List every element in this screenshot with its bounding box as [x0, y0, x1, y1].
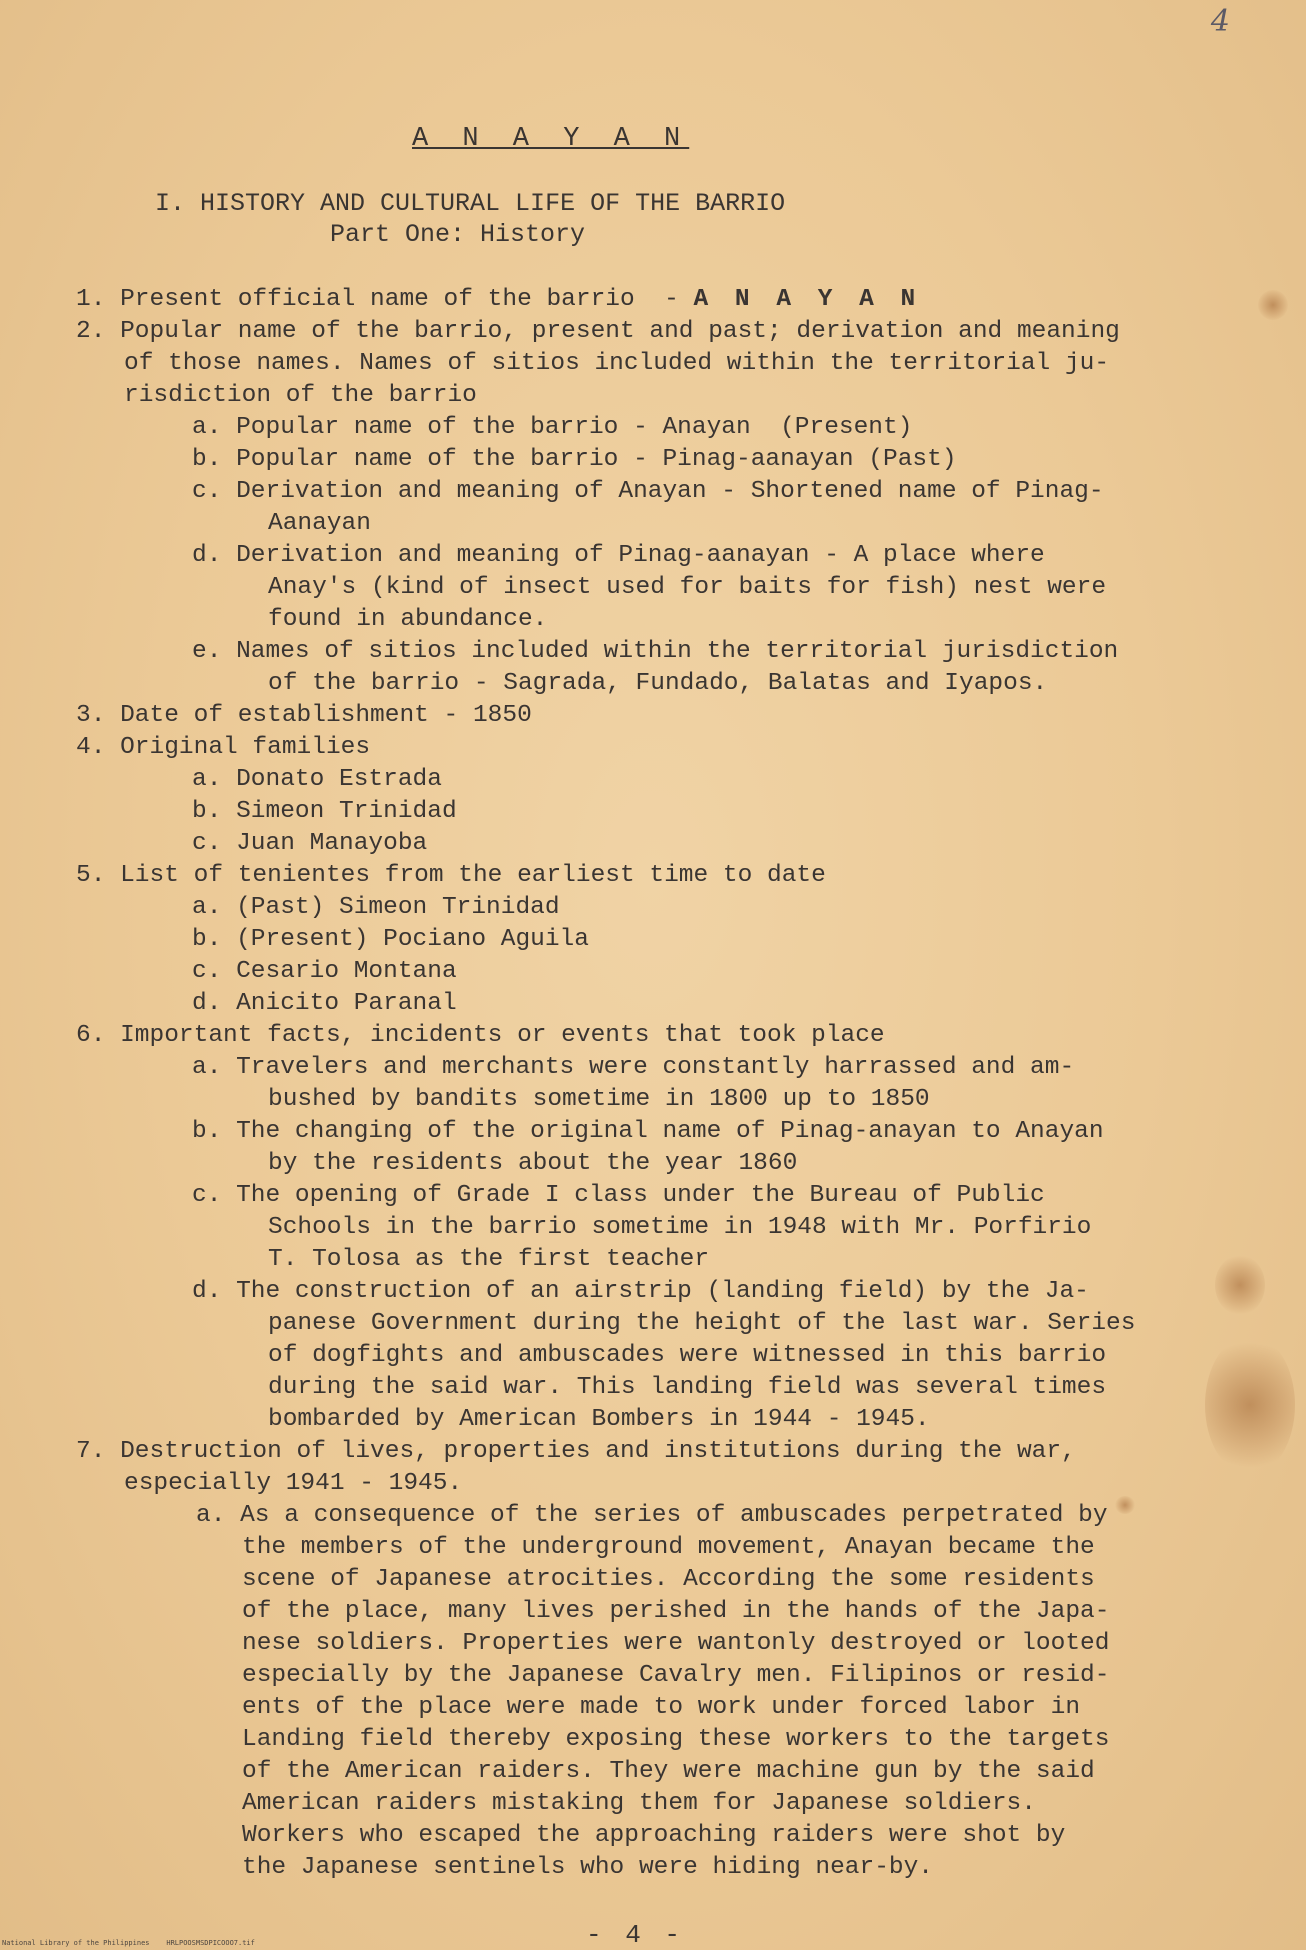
- text-line: [76, 1372, 1216, 1404]
- text-line: [76, 828, 1216, 860]
- text-line: [76, 764, 1216, 796]
- line-text: c. Juan Manayoba: [192, 830, 428, 857]
- text-line: [76, 1212, 1216, 1244]
- line-text: 7. Destruction of lives, properties and institutions during the war,: [76, 1438, 1076, 1465]
- text-line: [76, 1116, 1216, 1148]
- text-line: [76, 636, 1216, 668]
- line-text: d. Anicito Paranal: [192, 990, 457, 1017]
- text-line: [76, 604, 1216, 636]
- line-text: c. Derivation and meaning of Anayan - Shortened name of Pinag-: [192, 478, 1104, 505]
- line-text: during the said war. This landing field was several times: [268, 1374, 1107, 1401]
- text-line: [76, 1244, 1216, 1276]
- text-line: [76, 700, 1216, 732]
- text-line: [76, 508, 1216, 540]
- text-line: [76, 540, 1216, 572]
- line-text: found in abundance.: [268, 606, 548, 633]
- line-text: scene of Japanese atrocities. According the some residents: [242, 1566, 1095, 1593]
- text-line: [76, 1660, 1216, 1692]
- text-line: [76, 1020, 1216, 1052]
- line-text: 4. Original families: [76, 734, 371, 761]
- line-text: b. (Present) Pociano Aguila: [192, 926, 589, 953]
- line-text: of the barrio - Sagrada, Fundado, Balatas and Iyapos.: [268, 670, 1048, 697]
- text-line: [76, 1276, 1216, 1308]
- text-line: [76, 1436, 1216, 1468]
- text-line: [76, 668, 1216, 700]
- text-line: [76, 860, 1216, 892]
- line-text: a. Travelers and merchants were constantly harrassed and am-: [192, 1054, 1075, 1081]
- line-text: especially 1941 - 1945.: [124, 1470, 463, 1497]
- text-line: [76, 1692, 1216, 1724]
- text-line: [76, 1820, 1216, 1852]
- line-text: Anay's (kind of insect used for baits for fish) nest were: [268, 574, 1107, 601]
- page-number: - 4 -: [586, 1920, 685, 1950]
- section-subheading: Part One: History: [330, 220, 586, 249]
- text-line: [76, 1756, 1216, 1788]
- text-line: [76, 1564, 1216, 1596]
- line-text: ents of the place were made to work under forced labor in: [242, 1694, 1081, 1721]
- text-line: [76, 348, 1216, 380]
- line-text: e. Names of sitios included within the territorial jurisdiction: [192, 638, 1119, 665]
- line-text: of the place, many lives perished in the hands of the Japa-: [242, 1598, 1110, 1625]
- text-line: [76, 1180, 1216, 1212]
- line-text: a. Popular name of the barrio - Anayan (Present): [192, 414, 913, 441]
- text-line: [76, 1724, 1216, 1756]
- line-text: 3. Date of establishment - 1850: [76, 702, 532, 729]
- water-stain: [1205, 1335, 1295, 1475]
- line-text: American raiders mistaking them for Japanese soldiers.: [242, 1790, 1036, 1817]
- line-text: the members of the underground movement, Anayan became the: [242, 1534, 1095, 1561]
- text-line: [76, 1084, 1216, 1116]
- barrio-official-name: A N A Y A N: [693, 286, 922, 313]
- text-line: [76, 476, 1216, 508]
- line-text: bushed by bandits sometime in 1800 up to 1850: [268, 1086, 930, 1113]
- line-text: c. The opening of Grade I class under the Bureau of Public: [192, 1182, 1045, 1209]
- text-line: [76, 1404, 1216, 1436]
- line-text: especially by the Japanese Cavalry men. Filipinos or resid-: [242, 1662, 1110, 1689]
- line-text: panese Government during the height of the last war. Series: [268, 1310, 1136, 1337]
- text-line: [76, 1788, 1216, 1820]
- line-text: of dogfights and ambuscades were witnessed in this barrio: [268, 1342, 1107, 1369]
- text-line: [76, 1596, 1216, 1628]
- line-text: 6. Important facts, incidents or events that took place: [76, 1022, 885, 1049]
- text-line: [76, 956, 1216, 988]
- line-text: nese soldiers. Properties were wantonly destroyed or looted: [242, 1630, 1110, 1657]
- line-text: d. The construction of an airstrip (landing field) by the Ja-: [192, 1278, 1089, 1305]
- line-text: of those names. Names of sitios included within the territorial ju-: [124, 350, 1110, 377]
- text-line: [76, 1500, 1216, 1532]
- line-text: Landing field thereby exposing these workers to the targets: [242, 1726, 1110, 1753]
- line-text: b. The changing of the original name of Pinag-anayan to Anayan: [192, 1118, 1104, 1145]
- line-text: b. Simeon Trinidad: [192, 798, 457, 825]
- line-text: Aanayan: [268, 510, 371, 537]
- text-line: [76, 796, 1216, 828]
- line-text: of the American raiders. They were machine gun by the said: [242, 1758, 1095, 1785]
- text-line: [76, 1852, 1216, 1884]
- text-line: [76, 924, 1216, 956]
- line-text: bombarded by American Bombers in 1944 - 1945.: [268, 1406, 930, 1433]
- text-line: [76, 1468, 1216, 1500]
- document-body: [76, 284, 1216, 1884]
- text-line: [76, 572, 1216, 604]
- text-line: [76, 380, 1216, 412]
- text-line: [76, 732, 1216, 764]
- line-text: b. Popular name of the barrio - Pinag-aanayan (Past): [192, 446, 957, 473]
- line-text: risdiction of the barrio: [124, 382, 477, 409]
- line-text: Schools in the barrio sometime in 1948 with Mr. Porfirio: [268, 1214, 1092, 1241]
- water-stain: [1215, 1255, 1265, 1315]
- line-text: T. Tolosa as the first teacher: [268, 1246, 710, 1273]
- text-line: [76, 316, 1216, 348]
- text-line: [76, 284, 1216, 316]
- water-stain: [1258, 290, 1288, 320]
- line-text: 2. Popular name of the barrio, present and past; derivation and meaning: [76, 318, 1120, 345]
- line-text: d. Derivation and meaning of Pinag-aanayan - A place where: [192, 542, 1045, 569]
- text-line: [76, 444, 1216, 476]
- text-line: [76, 1148, 1216, 1180]
- section-heading: I. HISTORY AND CULTURAL LIFE OF THE BARRIO: [155, 189, 786, 218]
- text-line: [76, 412, 1216, 444]
- text-line: [76, 1308, 1216, 1340]
- line-text: 1. Present official name of the barrio -: [76, 286, 694, 313]
- handwritten-page-number: 4: [1210, 4, 1230, 39]
- line-text: 5. List of tenientes from the earliest time to date: [76, 862, 826, 889]
- text-line: [76, 988, 1216, 1020]
- line-text: c. Cesario Montana: [192, 958, 457, 985]
- line-text: a. (Past) Simeon Trinidad: [192, 894, 560, 921]
- text-line: [76, 1532, 1216, 1564]
- line-text: a. Donato Estrada: [192, 766, 442, 793]
- line-text: Workers who escaped the approaching raiders were shot by: [242, 1822, 1066, 1849]
- text-line: [76, 1628, 1216, 1660]
- page-title: A N A Y A N: [412, 124, 690, 154]
- line-text: a. As a consequence of the series of ambuscades perpetrated by: [196, 1502, 1108, 1529]
- archive-footer: National Library of the Philippines HRLPOOSMSDPICOOO7.tif: [2, 1939, 255, 1947]
- line-text: the Japanese sentinels who were hiding near-by.: [242, 1854, 934, 1881]
- line-text: by the residents about the year 1860: [268, 1150, 798, 1177]
- text-line: [76, 1052, 1216, 1084]
- text-line: [76, 1340, 1216, 1372]
- text-line: [76, 892, 1216, 924]
